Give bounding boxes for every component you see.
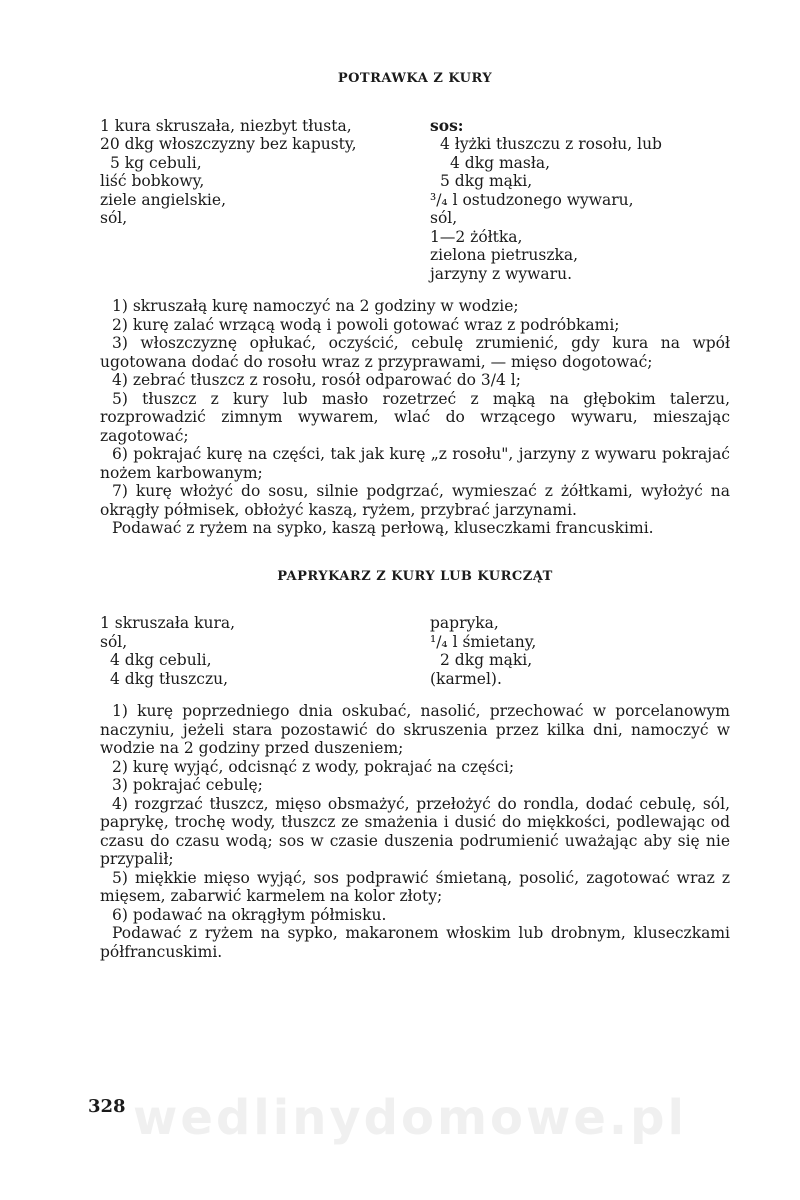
ingredient-line: ¹/₄ l śmietany,: [430, 632, 537, 651]
ingredient-line: ³/₄ l ostudzonego wywaru,: [430, 190, 634, 209]
ingredient-line: 2 dkg mąki,: [440, 651, 533, 669]
step-text: 3) włoszczyznę opłukać, oczyścić, cebulę zrumienić, gdy kura na wpół ugotowana dodać do rosołu wraz z przyprawami, — mięso dogotować;: [100, 334, 730, 371]
recipe1-steps: [100, 297, 730, 538]
ingredient-line: 4 dkg tłuszczu,: [110, 669, 229, 688]
ingredient-line: 1 skruszała kura,: [100, 614, 236, 632]
recipe2-ingredients: [100, 614, 730, 688]
serving-note: Podawać z ryżem na sypko, kaszą perłową, kluseczkami francuskimi.: [112, 519, 654, 537]
ingredient-line: jarzyny z wywaru.: [430, 264, 572, 283]
step-text: 4) zebrać tłuszcz z rosołu, rosół odparować do 3/4 l;: [112, 371, 521, 389]
ingredient-line: 1 kura skruszała, niezbyt tłusta,: [100, 116, 352, 135]
recipe2-steps: [100, 702, 730, 961]
page-content: [100, 70, 730, 961]
ingredient-line: 4 dkg cebuli,: [110, 651, 212, 669]
page-number: 328: [88, 1096, 126, 1117]
step-text: 6) pokrajać kurę na części, tak jak kurę „z rosołu", jarzyny z wywaru pokrajać nożem karbowanym;: [100, 445, 730, 482]
recipe2-title: PAPRYKARZ Z KURY LUB KURCZĄT: [277, 568, 553, 584]
ingredient-line: ziele angielskie,: [100, 190, 226, 209]
step-text: 6) podawać na okrągłym półmisku.: [112, 905, 387, 924]
step-text: 1) kurę poprzedniego dnia oskubać, nasolić, przechować w porcelanowym naczyniu, jeżeli stara pozostawić do skruszenia przez kilka dni, namoczyć w wodzie na 2 godziny przed duszeniem;: [100, 702, 730, 757]
step-text: 1) skruszałą kurę namoczyć na 2 godziny w wodzie;: [112, 297, 519, 315]
ingredient-line: zielona pietruszka,: [430, 246, 579, 264]
ingredient-line: 20 dkg włoszczyzny bez kapusty,: [100, 135, 357, 153]
sauce-heading: sos:: [430, 115, 464, 135]
recipe2-ingredients-left: [100, 614, 420, 688]
step-text: 3) pokrajać cebulę;: [112, 776, 263, 794]
ingredient-line: 4 łyżki tłuszczu z rosołu, lub: [440, 135, 662, 153]
recipe1-ingredients: [100, 117, 730, 284]
ingredient-line: 1—2 żółtka,: [430, 227, 523, 246]
ingredient-line: 5 kg cebuli,: [110, 153, 202, 172]
step-text: 2) kurę wyjąć, odcisnąć z wody, pokrajać na części;: [112, 757, 515, 776]
serving-note: Podawać z ryżem na sypko, makaronem włoskim lub drobnym, kluseczkami półfrancuskimi.: [100, 924, 730, 961]
step-text: 4) rozgrzać tłuszcz, mięso obsmażyć, przełożyć do rondla, dodać cebulę, sól, paprykę, trochę wody, tłuszcz ze smażenia i dusić do miękkości, podlewając od czasu do czasu wodą; sos w czasie duszenia podrumienić uważając aby się nie przypalił;: [100, 794, 730, 868]
ingredient-line: 5 dkg mąki,: [440, 172, 533, 190]
ingredient-line: 4 dkg masła,: [450, 153, 551, 172]
step-text: 5) tłuszcz z kury lub masło rozetrzeć z mąką na głębokim talerzu, rozprowadzić zimnym wywarem, wlać do wrzącego wywaru, mieszając zagotować;: [100, 389, 730, 445]
step-text: 7) kurę włożyć do sosu, silnie podgrzać, wymieszać z żółtkami, wyłożyć na okrągły półmisek, obłożyć kaszą, ryżem, przybrać jarzynami.: [100, 482, 730, 519]
recipe1-ingredients-right: [430, 117, 730, 284]
watermark: wedlinydomowe.pl: [133, 1090, 687, 1146]
ingredient-line: sól,: [430, 209, 458, 227]
ingredient-line: liść bobkowy,: [100, 172, 205, 190]
step-text: 5) miękkie mięso wyjąć, sos podprawić śmietaną, posolić, zagotować wraz z mięsem, zabarwić karmelem na kolor złoty;: [100, 868, 730, 905]
recipe2-ingredients-right: [430, 614, 730, 688]
ingredient-line: (karmel).: [430, 669, 502, 688]
ingredient-line: sól,: [100, 632, 128, 651]
step-text: 2) kurę zalać wrzącą wodą i powoli gotować wraz z podróbkami;: [112, 315, 620, 334]
recipe1-ingredients-left: [100, 117, 420, 284]
ingredient-line: sól,: [100, 209, 128, 227]
ingredient-line: papryka,: [430, 614, 499, 632]
recipe1-title: POTRAWKA Z KURY: [337, 71, 493, 86]
